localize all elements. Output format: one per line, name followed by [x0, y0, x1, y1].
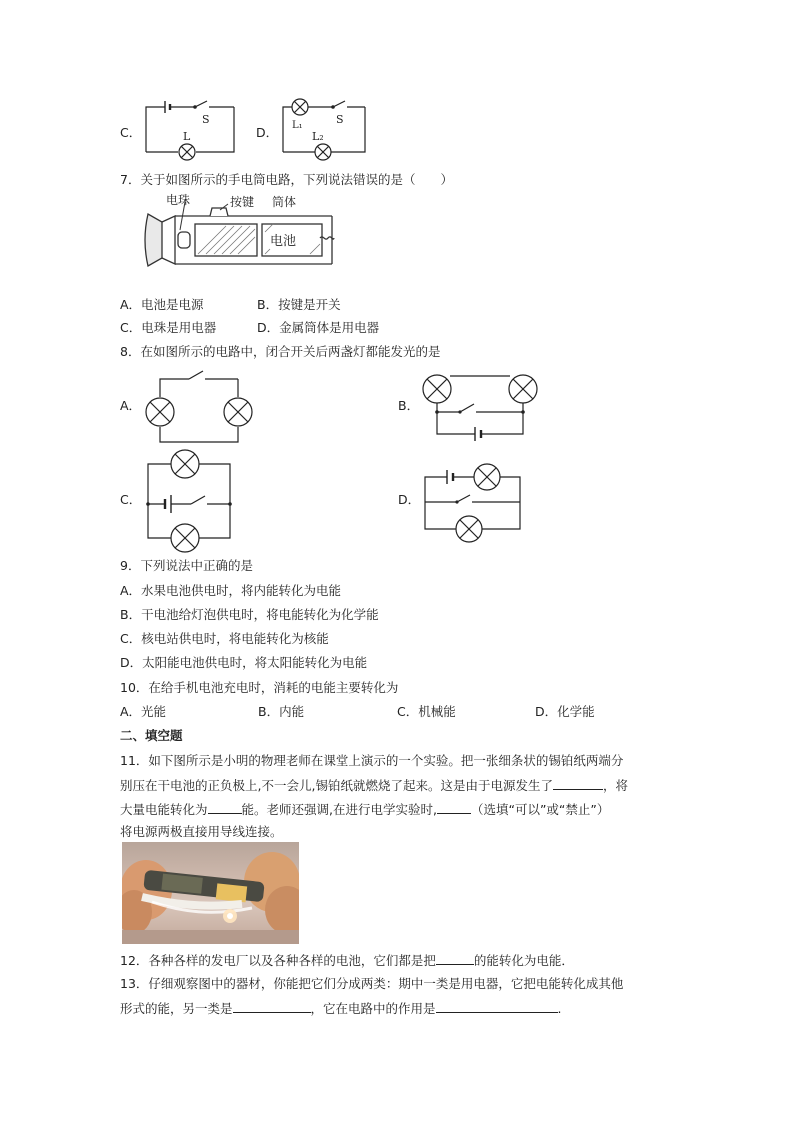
q12-blank[interactable] [436, 951, 474, 965]
q7-flashlight-figure [140, 192, 340, 288]
q12-text-a: 12．各种各样的发电厂以及各种各样的电池，它们都是把 [120, 953, 436, 968]
q11-line-3-text-a: 大量电能转化为 [120, 802, 208, 817]
section-fill-in-title: 二、填空题 [120, 728, 183, 743]
q13-line-2 [120, 999, 562, 1018]
q10-option-a: A．光能 [120, 704, 167, 719]
q11-experiment-photo [122, 842, 299, 944]
q8-circuit-a [143, 364, 255, 448]
q9-option-b: B．干电池给灯泡供电时，将电能转化为化学能 [120, 607, 379, 622]
q6-circuit-d [278, 95, 378, 165]
q10-option-c: C．机械能 [397, 704, 456, 719]
q7-fig-battery-label: 电池 [270, 234, 297, 249]
q8-circuit-d [423, 460, 523, 544]
q12-text-b: 的能转化为电能． [473, 953, 574, 968]
q9-stem: 9．下列说法中正确的是 [120, 558, 253, 573]
q7-option-c: C．电珠是用电器 [120, 320, 217, 335]
q11-line-2 [120, 776, 628, 795]
q9-option-a: A．水果电池供电时，将内能转化为电能 [120, 583, 342, 598]
q6-d-lamp1-label: L₁ [292, 120, 303, 131]
q13-line-2-text-b: ，它在电路中的作用是 [310, 1001, 436, 1016]
q11-line-1: 11．如下图所示是小明的物理老师在课堂上演示的一个实验。把一张细条状的锡铂纸两端分 [120, 753, 624, 768]
q13-line-2-text-c: . [557, 1001, 562, 1016]
q8-option-a-label: A． [120, 398, 142, 413]
q7-stem: 7．关于如图所示的手电筒电路，下列说法错误的是（ ） [120, 172, 453, 187]
q9-option-d: D．太阳能电池供电时，将太阳能转化为电能 [120, 655, 368, 670]
q7-fig-bulb-label: 电珠 [166, 193, 191, 207]
q12-line [120, 951, 574, 970]
q8-option-b-label: B． [398, 398, 420, 413]
q8-option-c-label: C． [120, 492, 142, 507]
q6-d-lamp2-label: L₂ [312, 130, 324, 143]
q7-fig-tube-label: 筒体 [272, 195, 297, 209]
q13-line-2-text-a: 形式的能，另一类是 [120, 1001, 233, 1016]
q8-stem: 8．在如图所示的电路中，闭合开关后两盏灯都能发光的是 [120, 344, 441, 359]
q11-blank-2[interactable] [208, 800, 242, 814]
q6-d-switch-label: S [336, 113, 344, 126]
q7-fig-button-label: 按键 [230, 195, 255, 209]
q6-circuit-c [140, 95, 240, 165]
q10-option-d: D．化学能 [535, 704, 595, 719]
q6-c-switch-label: S [202, 113, 210, 126]
q11-blank-1[interactable] [553, 776, 603, 790]
q11-line-3-text-c: （选填“可以”或“禁止”） [470, 802, 610, 817]
q11-line-2-text-b: ，将 [602, 778, 628, 793]
q11-blank-3[interactable] [437, 800, 471, 814]
q13-blank-1[interactable] [233, 999, 311, 1013]
q13-line-1: 13．仔细观察图中的器材，你能把它们分成两类：期中一类是用电器，它把电能转化成其他 [120, 976, 624, 991]
q8-circuit-b [420, 364, 545, 446]
q6-option-c-label: C． [120, 125, 142, 140]
q9-option-c: C．核电站供电时，将电能转化为核能 [120, 631, 329, 646]
q8-option-d-label: D． [398, 492, 421, 507]
q6-c-switch-pivot [193, 105, 197, 109]
q6-d-switch-pivot [331, 105, 335, 109]
q6-c-lamp-label: L [183, 130, 191, 143]
q11-line-2-text-a: 别压在干电池的正负极上,不一会儿,锡铂纸就燃烧了起来。这是由于电源发生了 [120, 778, 553, 793]
q7-option-d: D．金属筒体是用电器 [257, 320, 380, 335]
q13-blank-2[interactable] [436, 999, 558, 1013]
q11-line-3 [120, 800, 609, 819]
q10-option-b: B．内能 [258, 704, 305, 719]
q10-stem: 10．在给手机电池充电时，消耗的电能主要转化为 [120, 680, 399, 695]
q11-line-3-text-b: 能。老师还强调,在进行电学实验时, [241, 802, 437, 817]
q11-line-4: 将电源两极直接用导线连接。 [120, 824, 283, 839]
q7-option-a: A．电池是电源 [120, 297, 204, 312]
q8-circuit-c [145, 449, 235, 557]
q6-option-d-label: D． [256, 125, 279, 140]
q7-option-b: B．按键是开关 [257, 297, 341, 312]
